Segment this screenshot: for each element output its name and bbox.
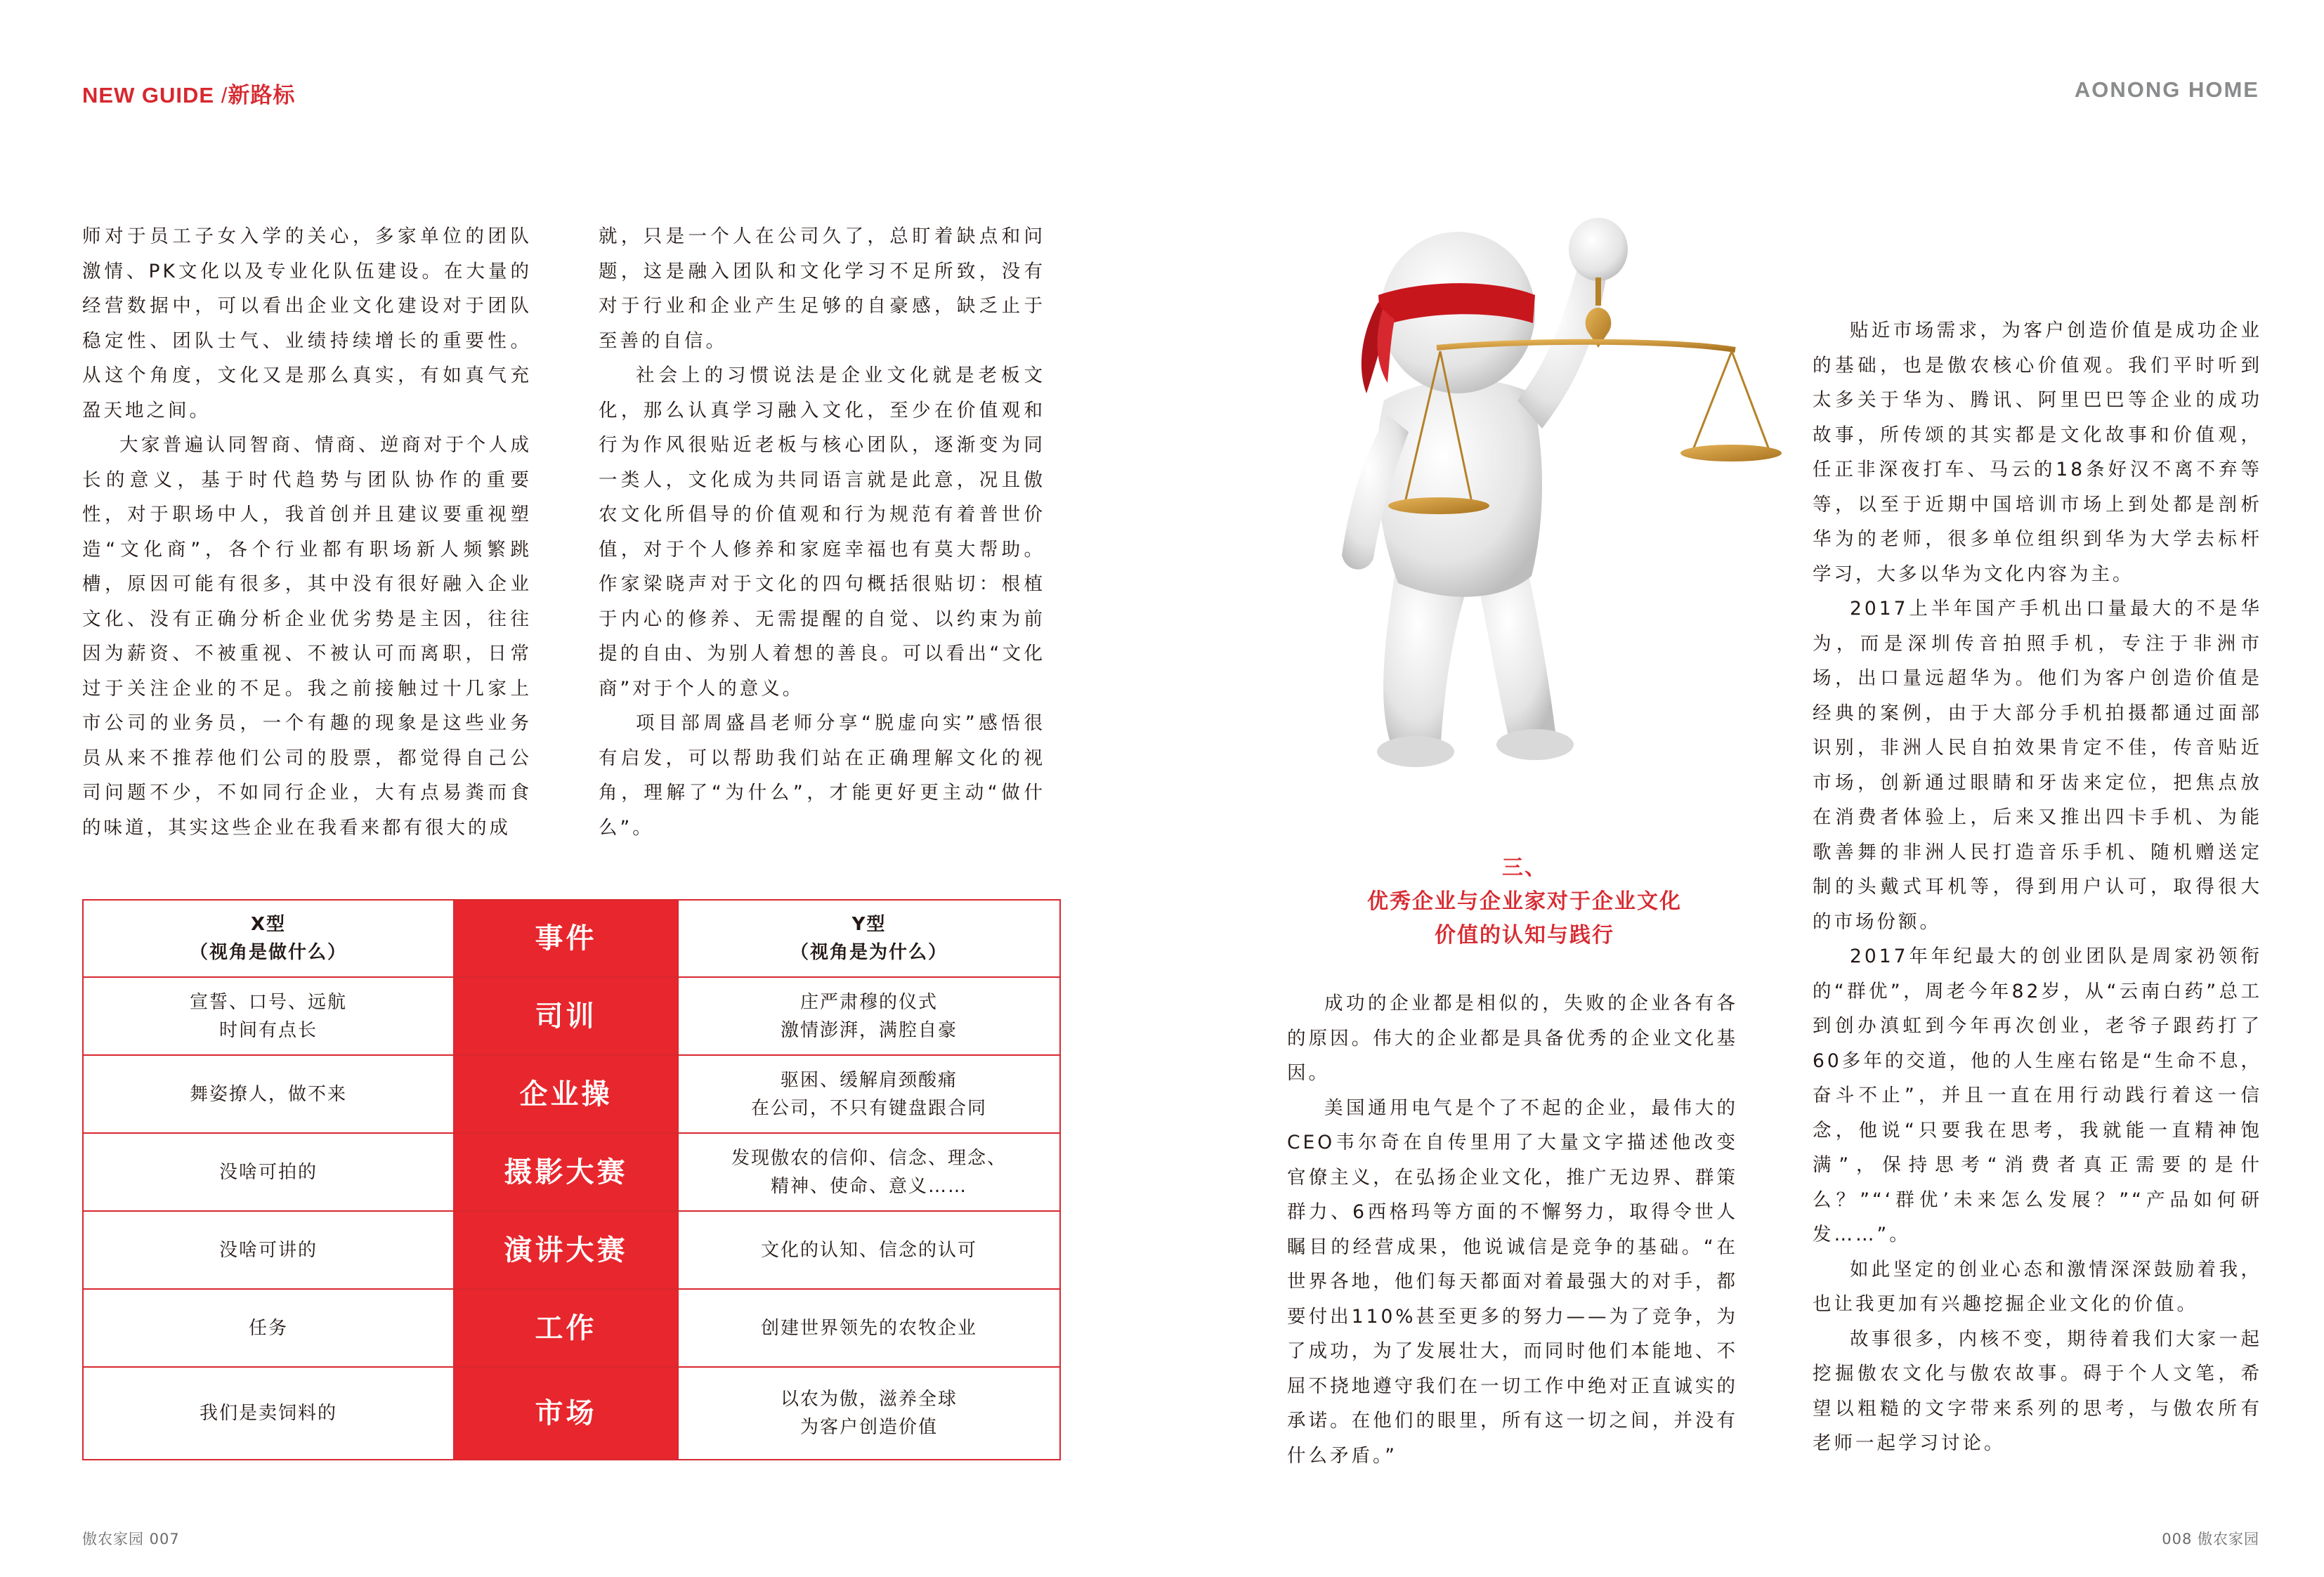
event-cell: 摄影大赛 xyxy=(454,1133,678,1211)
x-cell: 舞姿撩人，做不来 xyxy=(83,1055,454,1133)
section-title xyxy=(1307,851,1742,953)
x-cell: 我们是卖饲料的 xyxy=(83,1367,454,1460)
footer-right-page-number: 008 傲农家园 xyxy=(2162,1531,2259,1547)
text-column-4 xyxy=(1813,313,2262,1461)
paragraph: 贴近市场需求，为客户创造价值是成功企业的基础，也是傲农核心价值观。我们平时听到太多关于华为、腾讯、阿里巴巴等企业的成功故事，所传颂的其实都是文化故事和价值观，任正非深夜打车、马云的18条好汉不离不弃等等，以至于近期中国培训市场上到处都是剖析华为的老师，很多单位组织到华为大学去标杆学习，大多以华为文化内容为主。 xyxy=(1813,320,2262,585)
table-row xyxy=(83,977,1060,1055)
x-cell: 没啥可讲的 xyxy=(83,1211,454,1289)
paragraph: 美国通用电气是个了不起的企业，最伟大的CEO韦尔奇在自传里用了大量文字描述他改变官僚主义，在弘扬企业文化，推广无边界、群策群力、6西格玛等方面的不懈努力，取得令世人瞩目的经营成果，他说诚信是竞争的基础。“在世界各地，他们每天都面对着最强大的对手，都要付出110%甚至更多的努力——为了竞争，为了成功，为了发展壮大，而同时他们本能地、不屈不挠地遵守我们在一切工作中绝对正直诚实的承诺。在他们的眼里，所有这一切之间，并没有什么矛盾。” xyxy=(1287,1097,1738,1467)
section-title-line-2: 价值的认知与践行 xyxy=(1435,923,1614,948)
header-event: 事件 xyxy=(454,900,678,977)
paragraph: 就，只是一个人在公司久了，总盯着缺点和问题，这是融入团队和文化学习不足所致，没有对于行业和企业产生足够的自豪感，缺乏止于至善的自信。 xyxy=(599,225,1045,352)
event-cell: 演讲大赛 xyxy=(454,1211,678,1289)
blindfolded-figure-with-scales-illustration xyxy=(1300,190,1806,773)
section-title-line-1: 优秀企业与企业家对于企业文化 xyxy=(1367,889,1682,914)
event-cell: 市场 xyxy=(454,1367,678,1460)
y-cell: 创建世界领先的农牧企业 xyxy=(678,1289,1060,1367)
table-row xyxy=(83,1133,1060,1211)
paragraph: 2017年年纪最大的创业团队是周家礽领衔的“群优”，周老今年82岁，从“云南白药”总工到创办滇虹到今年再次创业，老爷子跟药打了60多年的交道，他的人生座右铭是“生命不息，奋斗不止”，并且一直在用行动践行着这一信念，他说“只要我在思考，我就能一直精神饱满”，保持思考“消费者真正需要的是什么？”“‘群优’未来怎么发展？”“产品如何研发……”。 xyxy=(1813,945,2262,1245)
paragraph: 2017上半年国产手机出口量最大的不是华为，而是深圳传音拍照手机，专注于非洲市场，出口量远超华为。他们为客户创造价值是经典的案例，由于大部分手机拍摄都通过面部识别，非洲人民自拍效果肯定不佳，传音贴近市场，创新通过眼睛和牙齿来定位，把焦点放在消费者体验上，后来又推出四卡手机、为能歌善舞的非洲人民打造音乐手机、随机赠送定制的头戴式耳机等，得到用户认可，取得很大的市场份额。 xyxy=(1813,598,2262,933)
header-left-cn: 新路标 xyxy=(228,83,296,107)
paragraph: 社会上的习惯说法是企业文化就是老板文化，那么认真学习融入文化，至少在价值观和行为作风很贴近老板与核心团队，逐渐变为同一类人，文化成为共同语言就是此意，况且傲农文化所倡导的价值观和行为规范有着普世价值，对于个人修养和家庭幸福也有莫大帮助。作家梁晓声对于文化的四句概括很贴切：根植于内心的修养、无需提醒的自觉、以约束为前提的自由、为别人着想的善良。可以看出“文化商”对于个人的意义。 xyxy=(599,365,1045,700)
section-number: 三、 xyxy=(1502,856,1547,880)
comparison-table xyxy=(82,899,1061,1460)
header-left xyxy=(82,77,295,109)
paragraph: 成功的企业都是相似的，失败的企业各有各的原因。伟大的企业都是具备优秀的企业文化基因。 xyxy=(1287,993,1738,1084)
text-column-3 xyxy=(1287,986,1738,1473)
paragraph: 故事很多，内核不变，期待着我们大家一起挖掘傲农文化与傲农故事。碍于个人文笔，希望以粗糙的文字带来系列的思考，与傲农所有老师一起学习讨论。 xyxy=(1813,1328,2262,1454)
header-right: AONONG HOME xyxy=(2074,77,2259,102)
y-cell: 庄严肃穆的仪式 激情澎湃，满腔自豪 xyxy=(678,977,1060,1055)
x-cell: 没啥可拍的 xyxy=(83,1133,454,1211)
y-cell: 驱困、缓解肩颈酸痛 在公司，不只有键盘跟合同 xyxy=(678,1055,1060,1133)
table-header-row xyxy=(83,900,1060,977)
event-cell: 企业操 xyxy=(454,1055,678,1133)
table-row xyxy=(83,1367,1060,1460)
y-cell: 文化的认知、信念的认可 xyxy=(678,1211,1060,1289)
x-cell: 宣誓、口号、远航 时间有点长 xyxy=(83,977,454,1055)
text-column-2 xyxy=(599,219,1045,845)
header-left-en: NEW GUIDE xyxy=(82,83,215,107)
y-cell: 发现傲农的信仰、信念、理念、 精神、使命、意义…… xyxy=(678,1133,1060,1211)
table-row xyxy=(83,1289,1060,1367)
x-cell: 任务 xyxy=(83,1289,454,1367)
paragraph: 如此坚定的创业心态和激情深深鼓励着我，也让我更加有兴趣挖掘企业文化的价值。 xyxy=(1813,1258,2262,1315)
event-cell: 司训 xyxy=(454,977,678,1055)
footer-left-page-number: 傲农家园 007 xyxy=(82,1531,180,1547)
text-column-1 xyxy=(82,219,532,845)
y-cell: 以农为傲，滋养全球 为客户创造价值 xyxy=(678,1367,1060,1460)
paragraph: 项目部周盛昌老师分享“脱虚向实”感悟很有启发，可以帮助我们站在正确理解文化的视角，理解了“为什么”，才能更好更主动“做什么”。 xyxy=(599,712,1045,839)
header-separator: / xyxy=(221,83,228,107)
paragraph: 师对于员工子女入学的关心，多家单位的团队激情、PK文化以及专业化队伍建设。在大量的经营数据中，可以看出企业文化建设对于团队稳定性、团队士气、业绩持续增长的重要性。从这个角度，文化又是那么真实，有如真气充盈天地之间。 xyxy=(82,225,532,421)
event-cell: 工作 xyxy=(454,1289,678,1367)
paragraph: 大家普遍认同智商、情商、逆商对于个人成长的意义，基于时代趋势与团队协作的重要性，对于职场中人，我首创并且建议要重视塑造“文化商”，各个行业都有职场新人频繁跳槽，原因可能有很多，其中没有很好融入企业文化、没有正确分析企业优劣势是主因，往往因为薪资、不被重视、不被认可而离职，日常过于关注企业的不足。我之前接触过十几家上市公司的业务员，一个有趣的现象是这些业务员从来不推荐他们公司的股票，都觉得自己公司问题不少，不如同行企业，大有点易粪而食的味道，其实这些企业在我看来都有很大的成 xyxy=(82,434,532,839)
table-row xyxy=(83,1055,1060,1133)
header-y-type: Y型 （视角是为什么） xyxy=(678,900,1060,977)
table-row xyxy=(83,1211,1060,1289)
header-x-type: X型 （视角是做什么） xyxy=(83,900,454,977)
